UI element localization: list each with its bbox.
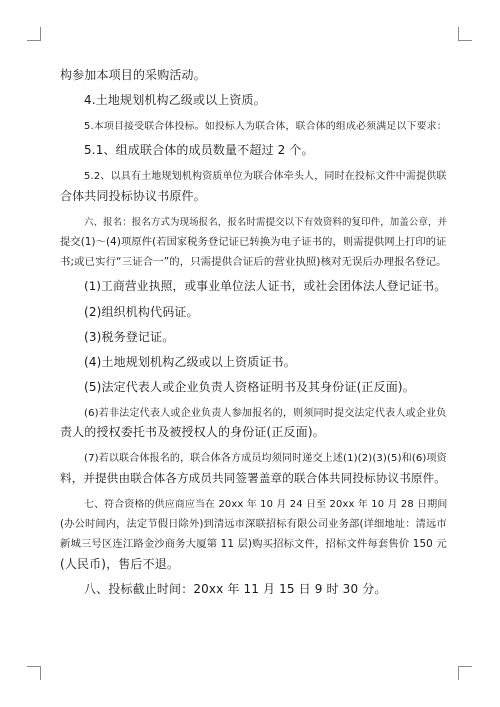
text-line: (7)若以联合体报名的，联合体各方成员均须同时递交上述(1)(2)(3)(5)和(6)项资 xyxy=(84,453,447,465)
text-line: (6)若非法定代表人或企业负责人参加报名的，则须同时提交法定代表人或企业负 xyxy=(84,407,447,419)
text-line: 5.2、以具有土地规划机构资质单位为联合体牵头人，同时在投标文件中需提供联 xyxy=(84,171,447,183)
crop-mark-bottom-right xyxy=(458,666,472,680)
text-line: 构参加本项目的采购活动。 xyxy=(60,68,206,82)
crop-mark-top-right xyxy=(458,27,472,41)
text-line: (3)税务登记证。 xyxy=(84,329,175,344)
text-line: (办公时间内，法定节假日除外)到清远市深联招标有限公司业务部(详细地址：清远市 xyxy=(60,518,447,530)
text-line: 八、投标截止时间：20xx 年 11 月 15 日 9 时 30 分。 xyxy=(84,581,387,596)
text-line: 合体共同投标协议书原件。 xyxy=(60,188,206,203)
text-line: 5.1、组成联合体的成员数量不超过 2 个。 xyxy=(84,143,314,158)
text-line: (2)组织机构代码证。 xyxy=(84,304,199,319)
text-line: 责人的授权委托书及被授权人的身份证(正反面)。 xyxy=(60,425,325,440)
text-line: (人民币)，售后不退。 xyxy=(60,556,180,571)
text-line: 六、报名：报名方式为现场报名，报名时需提交以下有效资料的复印件，加盖公章，并 xyxy=(84,216,448,228)
document-body xyxy=(60,65,448,599)
text-line: 5.本项目接受联合体投标。如投标人为联合体，联合体的组成必须满足以下要求： xyxy=(84,121,447,133)
text-line: 料，并提供由联合体各方成员共同签署盖章的联合体共同投标协议书原件。 xyxy=(60,470,446,485)
text-line: 七、符合资格的供应商应当在 20xx 年 10 月 24 日至 20xx 年 10 月 28 日期间 xyxy=(84,498,448,510)
text-line: (5)法定代表人或企业负责人资格证明书及其身份证(正反面)。 xyxy=(84,379,415,394)
crop-mark-bottom-left xyxy=(27,666,41,680)
crop-mark-top-left xyxy=(27,27,41,41)
text-line: (4)土地规划机构乙级或以上资质证书。 xyxy=(84,354,296,369)
text-line: (1)工商营业执照，或事业单位法人证书，或社会团体法人登记证书。 xyxy=(84,279,447,294)
text-line: 新城三号区连江路金沙商务大厦第 11 层)购买招标文件，招标文件每套售价 150 元 xyxy=(60,538,447,551)
text-line: 4.土地规划机构乙级或以上资质。 xyxy=(84,93,266,108)
text-line: 提交(1)～(4)项原件(若国家税务登记证已转换为电子证书的，则需提供网上打印的证 xyxy=(60,237,447,249)
text-line: 书;或已实行“三证合一”的，只需提供合证后的营业执照)核对无误后办理报名登记。 xyxy=(60,256,447,269)
